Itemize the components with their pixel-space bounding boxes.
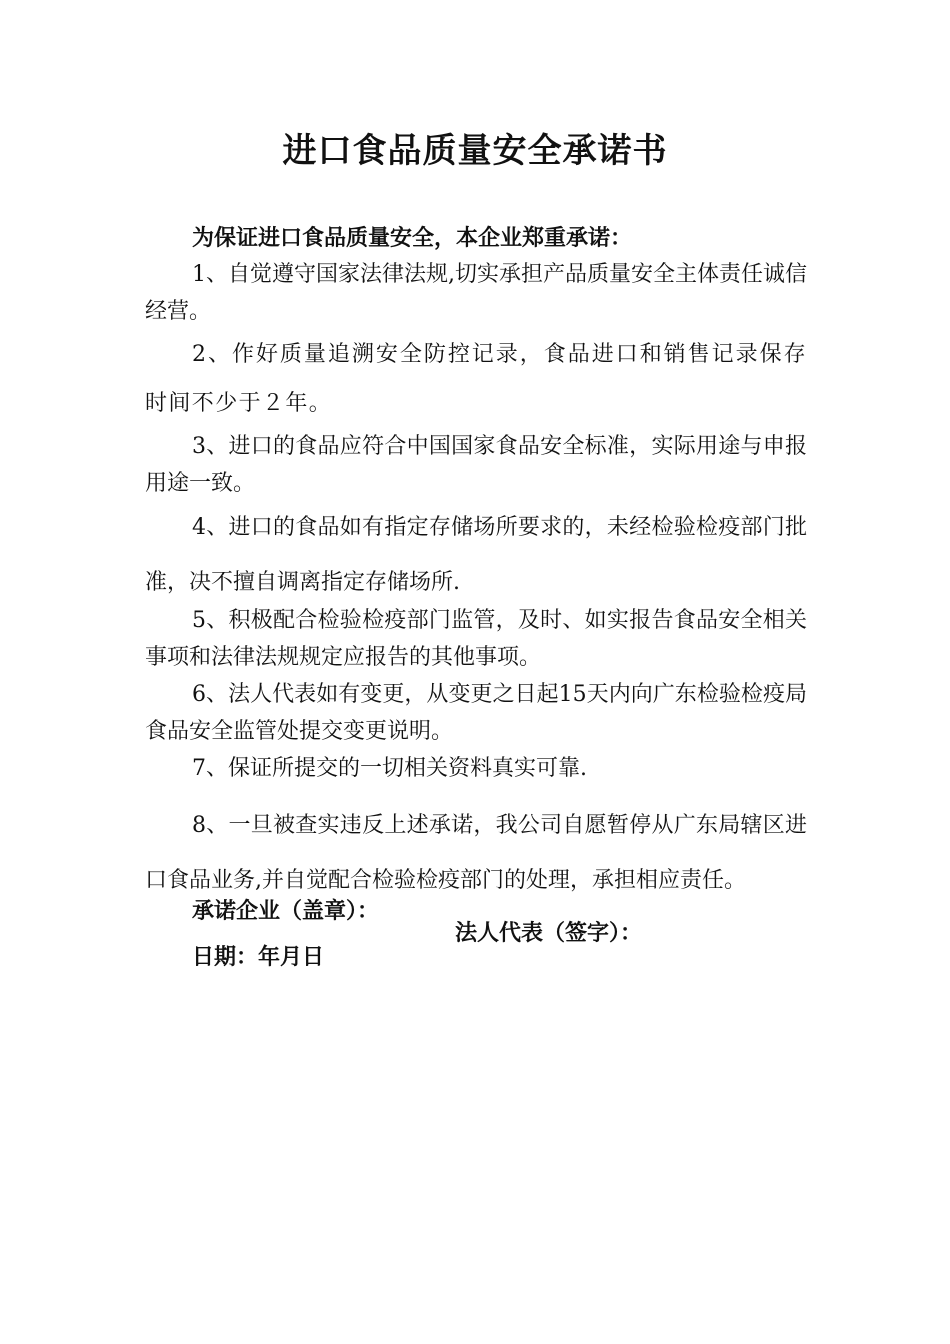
clause-1 xyxy=(145,256,807,330)
document-title: 进口食品质量安全承诺书 xyxy=(282,131,668,171)
clause-7-text: 7、保证所提交的一切相关资料真实可靠. xyxy=(192,756,587,781)
clause-4 xyxy=(145,500,807,610)
clause-3 xyxy=(145,428,807,502)
clause-5-text: 5、积极配合检验检疫部门监管，及时、如实报告食品安全相关事项和法律法规规定应报告的其他事项。 xyxy=(145,608,807,670)
clause-4-text: 4、进口的食品如有指定存储场所要求的，未经检验检疫部门批准，决不擅自调离指定存储场所. xyxy=(145,515,807,595)
clause-8-text: 8、一旦被查实违反上述承诺，我公司自愿暂停从广东局辖区进口食品业务,并自觉配合检验检疫部门的处理，承担相应责任。 xyxy=(145,813,807,893)
company-seal-label: 承诺企业（盖章）： xyxy=(192,899,380,924)
intro-statement: 为保证进口食品质量安全，本企业郑重承诺： xyxy=(192,226,633,251)
date-label: 日期：年月日 xyxy=(192,945,325,970)
clause-6 xyxy=(145,676,807,750)
clause-6-text: 6、法人代表如有变更，从变更之日起15天内向广东检验检疫局食品安全监管处提交变更说明。 xyxy=(145,682,807,744)
clause-1-text: 1、自觉遵守国家法律法规,切实承担产品质量安全主体责任诚信经营。 xyxy=(145,262,807,324)
legal-rep-signature-label: 法人代表（签字）： xyxy=(455,921,643,946)
clause-2-text: 2、作好质量追溯安全防控记录，食品进口和销售记录保存时间不少于２年。 xyxy=(145,342,807,416)
clause-5 xyxy=(145,602,807,676)
clause-7 xyxy=(145,750,807,787)
clause-2 xyxy=(145,330,807,428)
clause-8 xyxy=(145,798,807,908)
clause-3-text: 3、进口的食品应符合中国国家食品安全标准，实际用途与申报用途一致。 xyxy=(145,434,807,496)
